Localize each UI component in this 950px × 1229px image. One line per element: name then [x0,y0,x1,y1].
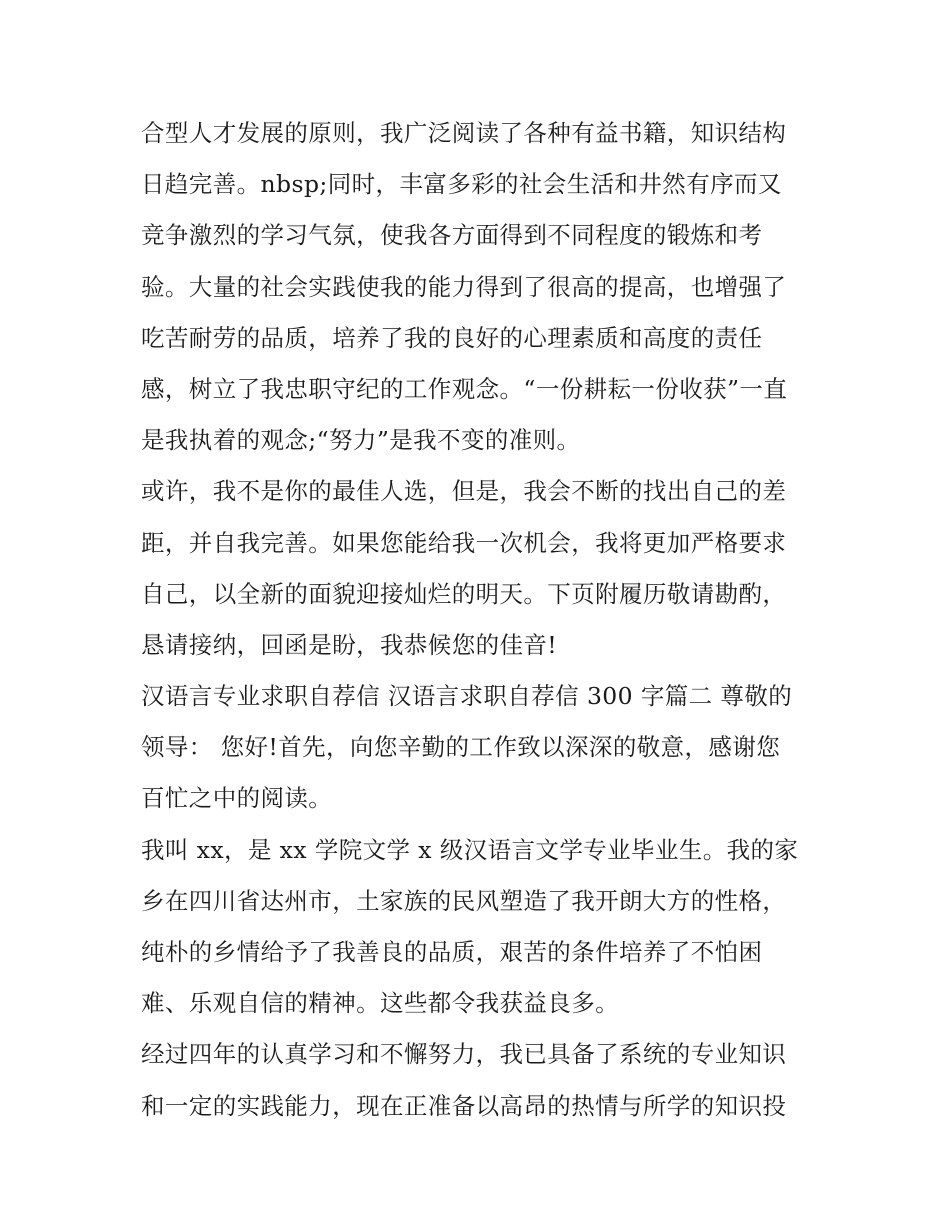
text-line: 距，并自我完善。如果您能给我一次机会，我将更加严格要求 [141,528,787,557]
text-line: 恳请接纳，回函是盼，我恭候您的佳音! [141,630,558,659]
document-body [141,108,813,1132]
text-line: 是我执着的观念;“努力”是我不变的准则。 [141,426,581,455]
text-line: 吃苦耐劳的品质，培养了我的良好的心理素质和高度的责任 [141,323,763,352]
text-line: 感，树立了我忠职守纪的工作观念。“一份耕耘一份收获”一直 [141,374,788,403]
text-line: 难、乐观自信的精神。这些都令我获益良多。 [141,989,619,1018]
text-line: 纯朴的乡情给予了我善良的品质，艰苦的条件培养了不怕困 [141,938,763,966]
text-line: 竞争激烈的学习气氛，使我各方面得到不同程度的锻炼和考 [141,221,763,250]
text-line: 我叫 xx，是 xx 学院文学 x 级汉语言文学专业毕业生。我的家 [141,835,799,864]
text-line: 验。大量的社会实践使我的能力得到了很高的提高，也增强了 [141,272,787,301]
text-line: 经过四年的认真学习和不懈努力，我已具备了系统的专业知识 [141,1040,787,1069]
text-line: 或许，我不是你的最佳人选，但是，我会不断的找出自己的差 [141,477,787,506]
text-line: 日趋完善。nbsp;同时，丰富多彩的社会生活和井然有序而又 [141,170,782,199]
text-line: 百忙之中的阅读。 [141,784,333,813]
text-line: 合型人才发展的原则，我广泛阅读了各种有益书籍，知识结构 [141,119,787,147]
text-line: 自己，以全新的面貌迎接灿烂的明天。下页附履历敬请勘酌， [141,579,787,608]
text-line: 领导： 您好!首先，向您辛勤的工作致以深深的敬意，感谢您 [141,733,781,762]
text-line: 和一定的实践能力，现在正准备以高昂的热情与所学的知识投 [141,1091,787,1120]
text-line: 汉语言专业求职自荐信 汉语言求职自荐信 300 字篇二 尊敬的 [141,682,793,711]
text-line: 乡在四川省达州市，土家族的民风塑造了我开朗大方的性格， [141,886,787,915]
